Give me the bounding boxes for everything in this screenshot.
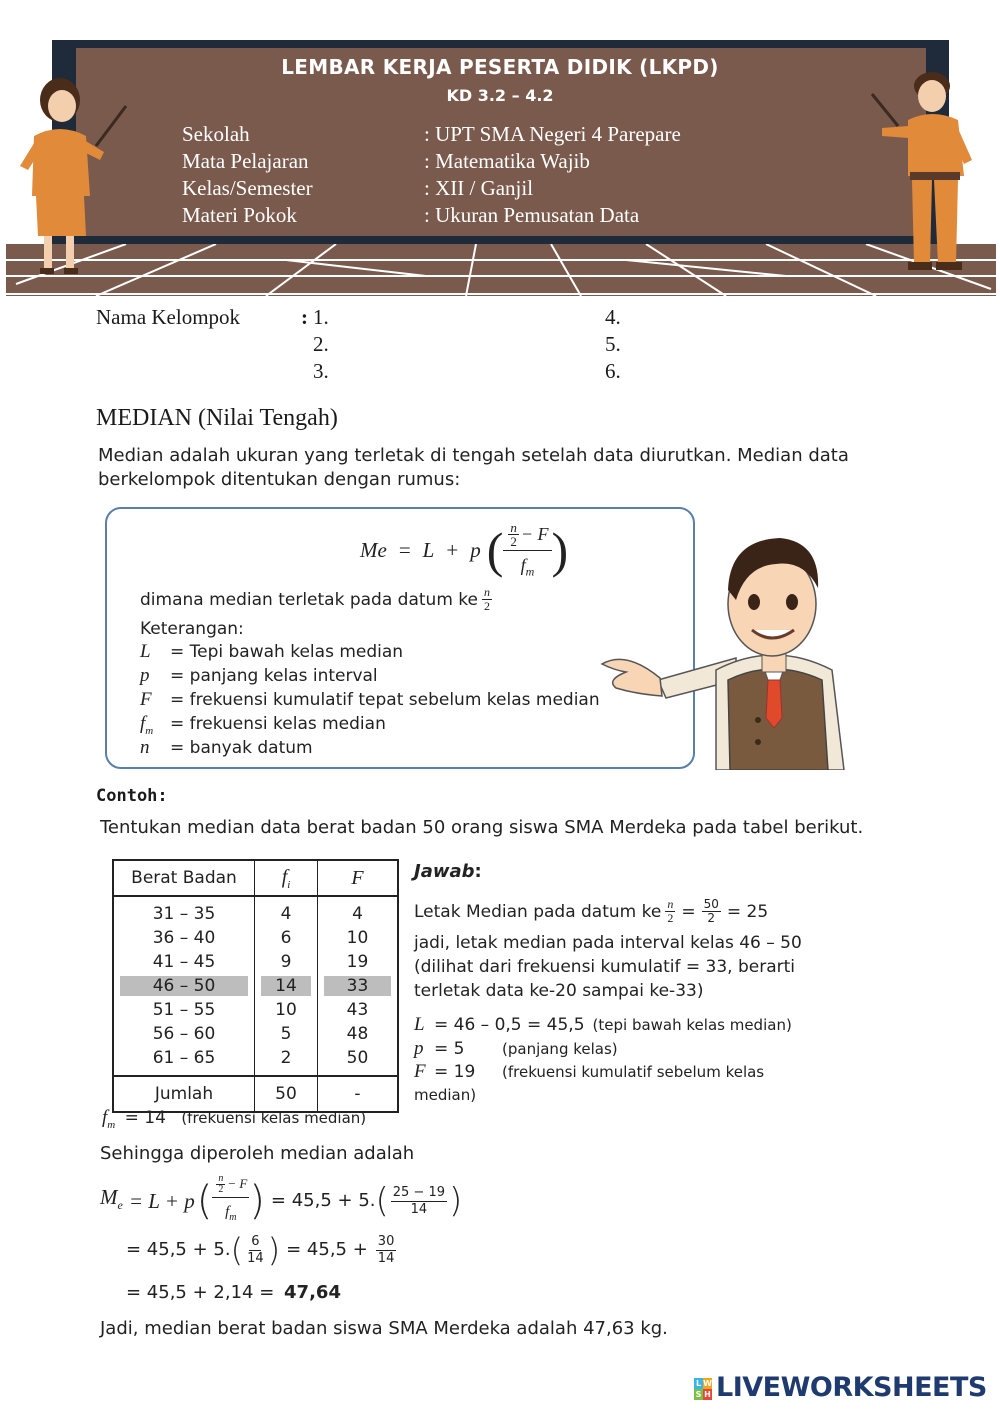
keterangan-row-F (140, 688, 600, 712)
value-p-note: (panjang kelas) (502, 1040, 618, 1058)
letak-frac-50: 50 (703, 897, 719, 911)
calc-paren-open: ( (196, 1178, 213, 1224)
jawab-colon: : (474, 861, 482, 882)
calc-result: 47,64 (284, 1282, 341, 1303)
calc-step2-paren-close: ) (267, 1231, 281, 1269)
calc-step1-paren-open: ( (375, 1181, 389, 1221)
group-member-6: 6. (605, 359, 621, 383)
header-fi (255, 860, 318, 896)
fm-line (102, 1106, 366, 1137)
cell-fi: 10 (255, 998, 318, 1022)
fm-expr: = 14 (124, 1108, 166, 1128)
keterangan-sym-F: F (140, 689, 152, 710)
keterangan-sub-fm: m (145, 724, 154, 737)
calc-step2-b: = 45,5 + (286, 1239, 368, 1260)
cell-F: 19 (346, 952, 369, 972)
keterangan-row-n (140, 736, 313, 760)
cell-fi: 6 (255, 926, 318, 950)
group-label: Nama Kelompok (96, 305, 241, 329)
info-value-school: : UPT SMA Negeri 4 Parepare (424, 122, 681, 146)
info-label-subject: Mata Pelajaran (182, 149, 309, 173)
info-value-class: : XII / Ganjil (424, 176, 534, 200)
frequency-table (112, 859, 399, 1113)
formula-p: p (470, 537, 481, 562)
calc-line-1 (100, 1172, 463, 1227)
group-member-3: 3. (313, 359, 329, 383)
cell-class: 61 – 65 (113, 1046, 255, 1070)
letak-eq1: = (681, 901, 696, 922)
cell-class: 56 – 60 (113, 1022, 255, 1046)
table-row (113, 1046, 398, 1070)
calc-line-2 (126, 1228, 398, 1272)
info-value-subject: : Matematika Wajib (424, 149, 590, 173)
keterangan-desc-L: = Tepi bawah kelas median (170, 642, 404, 662)
formula-minus-F: − F (520, 523, 549, 544)
cell-fi: 9 (255, 950, 318, 974)
cell-F-highlight: 33 (324, 976, 391, 996)
table-row (113, 926, 398, 950)
calc-den1: 14 (410, 1201, 428, 1217)
cell-F: 48 (346, 1024, 369, 1044)
worksheet-title: LEMBAR KERJA PESERTA DIDIK (LKPD) (281, 55, 719, 79)
calc-fraction (212, 1172, 249, 1230)
calc-two: 2 (218, 1183, 224, 1195)
fm-note: (frekuensi kelas median) (181, 1109, 367, 1127)
cell-fi: 2 (255, 1046, 318, 1070)
calc-step2-a: = 45,5 + 5. (126, 1239, 231, 1260)
formula-n: n (510, 519, 517, 535)
value-L-sym: L (414, 1014, 425, 1035)
calc-step2-paren-open: ( (230, 1231, 244, 1269)
keterangan-title: Keterangan: (140, 619, 244, 639)
header-fi-sub: i (287, 878, 291, 891)
value-L-expr: = 46 – 0,5 = 45,5 (434, 1015, 585, 1035)
cell-total-label: Jumlah (113, 1076, 255, 1112)
value-F-expr: = 19 (434, 1062, 476, 1082)
formula-paren-open: ( (486, 522, 504, 578)
liveworksheets-brand[interactable]: LIVEWORKSHEETS (716, 1372, 987, 1403)
keterangan-sym-p: p (140, 665, 150, 686)
calc-step1-a: = 45,5 + 5. (270, 1190, 376, 1211)
cell-class: 31 – 35 (113, 902, 255, 926)
value-p-expr: = 5 (434, 1039, 465, 1059)
calc-step1-paren-close: ) (449, 1181, 463, 1221)
calc-line-3 (126, 1281, 341, 1305)
kd-code: KD 3.2 – 4.2 (446, 86, 554, 105)
value-F-note: (frekuensi kumulatif sebelum kelas (502, 1063, 765, 1081)
cell-F: 43 (346, 1000, 369, 1020)
formula-me: Me (360, 537, 387, 562)
cell-fi-highlight: 14 (261, 976, 311, 996)
letak-frac-n: n (667, 897, 674, 911)
cell-total-fi: 50 (255, 1076, 318, 1112)
group-member-1: 1. (313, 305, 329, 329)
logo-tile-w: W (703, 1379, 712, 1388)
calc-fm: f (225, 1204, 230, 1220)
info-label-class: Kelas/Semester (182, 176, 313, 200)
value-L-line (414, 1013, 792, 1037)
calc-num1: 25 − 19 (392, 1184, 446, 1200)
letak-median-line (414, 898, 768, 925)
info-value-topic: : Ukuran Pemusatan Data (424, 203, 640, 227)
keterangan-sym-n: n (140, 737, 150, 758)
header-fi-label: f (281, 865, 288, 888)
keterangan-desc-p: = panjang kelas interval (170, 666, 378, 686)
calc-step3-a: = 45,5 + 2,14 = (126, 1282, 275, 1303)
keterangan-sym-fm: f (140, 713, 146, 734)
keterangan-row-L (140, 640, 403, 664)
letak-frac-2: 2 (667, 911, 674, 925)
keterangan-sym-L: L (140, 641, 151, 662)
contoh-question: Tentukan median data berat badan 50 orang siswa SMA Merdeka pada tabel berikut. (100, 817, 864, 838)
jawab-line-2: jadi, letak median pada interval kelas 46 – 50 (414, 933, 802, 953)
value-F-line (414, 1060, 764, 1084)
cell-fi: 4 (255, 902, 318, 926)
cell-F: 50 (346, 1048, 369, 1068)
keterangan-desc-F: = frekuensi kumulatif tepat sebelum kelas median (170, 690, 600, 710)
value-L-note: (tepi bawah kelas median) (592, 1016, 792, 1034)
calc-minus-F: − F (227, 1176, 248, 1191)
formula-L: L (422, 537, 435, 562)
letak-frac-2b: 2 (707, 911, 716, 925)
cell-total-F: - (354, 1084, 361, 1104)
datum-n: n (483, 585, 490, 599)
conclusion-text: Jadi, median berat badan siswa SMA Merdeka adalah 47,63 kg. (100, 1318, 668, 1339)
calc-eq-L-p: = L + p (128, 1189, 195, 1213)
table-row (113, 1022, 398, 1046)
median-heading: MEDIAN (Nilai Tengah) (96, 405, 338, 431)
jawab-title-text: Jawab (414, 861, 475, 882)
median-intro-line-1: Median adalah ukuran yang terletak di tengah setelah data diurutkan. Median data (98, 445, 849, 466)
cell-class: 36 – 40 (113, 926, 255, 950)
value-F-note-cont: median) (414, 1086, 477, 1104)
cell-fi: 5 (255, 1022, 318, 1046)
keterangan-desc-fm: = frekuensi kelas median (170, 714, 386, 734)
group-member-4: 4. (605, 305, 621, 329)
fm-sub: m (107, 1118, 116, 1131)
calc-num2: 6 (251, 1233, 260, 1249)
keterangan-row-p (140, 664, 378, 688)
table-row-median-class (113, 974, 398, 998)
datum-text: dimana median terletak pada datum ke (140, 589, 478, 610)
formula-paren-close: ) (551, 522, 569, 578)
jawab-line-3: (dilihat dari frekuensi kumulatif = 33, berarti (414, 957, 796, 977)
calc-fm-sub: m (229, 1212, 237, 1223)
letak-eq2: = 25 (726, 901, 769, 922)
jawab-title (414, 860, 482, 884)
contoh-label: Contoh: (96, 786, 168, 806)
logo-tile-h: H (704, 1390, 711, 1399)
table-row (113, 902, 398, 926)
table-row (113, 950, 398, 974)
value-F-sym: F (414, 1061, 426, 1082)
value-p-sym: p (414, 1038, 424, 1059)
formula-fraction (503, 521, 551, 580)
keterangan-desc-n: = banyak datum (170, 738, 313, 758)
median-intro-line-2: berkelompok ditentukan dengan rumus: (98, 469, 461, 490)
header-berat-badan: Berat Badan (113, 860, 255, 896)
logo-tile-s: S (695, 1390, 702, 1399)
calc-den3: 14 (377, 1250, 395, 1266)
group-member-2: 2. (313, 332, 329, 356)
sehingga-text: Sehingga diperoleh median adalah (100, 1143, 415, 1164)
calc-num3: 30 (377, 1233, 395, 1249)
info-label-topic: Materi Pokok (182, 203, 297, 227)
cell-class: 51 – 55 (113, 998, 255, 1022)
formula-plus: + (446, 537, 459, 562)
formula-fm: f (520, 554, 526, 575)
floor-illustration (6, 244, 996, 296)
cell-class: 41 – 45 (113, 950, 255, 974)
cell-F: 4 (352, 904, 363, 924)
liveworksheets-logo-icon (694, 1378, 712, 1400)
group-colon: : (301, 305, 308, 329)
logo-tile-l: L (695, 1379, 702, 1388)
letak-text: Letak Median pada datum ke (414, 901, 662, 922)
value-p-line (414, 1037, 618, 1061)
formula-two: 2 (510, 533, 517, 549)
calc-me: M (100, 1184, 118, 1209)
formula-fm-sub: m (525, 564, 535, 579)
datum-2: 2 (483, 599, 490, 613)
header-F: F (351, 866, 364, 889)
info-label-school: Sekolah (182, 122, 250, 146)
male-teacher-illustration (868, 64, 986, 276)
calc-paren-close: ) (249, 1178, 265, 1224)
jawab-line-4: terletak data ke-20 sampai ke-33) (414, 981, 704, 1001)
datum-line (140, 586, 494, 613)
calc-den2: 14 (247, 1250, 264, 1266)
cell-class-highlight: 46 – 50 (120, 976, 248, 996)
cell-F: 10 (346, 928, 369, 948)
formula-equals: = (398, 537, 411, 562)
group-member-5: 5. (605, 332, 621, 356)
female-teacher-illustration (14, 76, 134, 276)
student-boy-illustration (596, 530, 848, 770)
calc-me-sub: e (117, 1198, 123, 1213)
median-formula (360, 515, 568, 585)
table-row (113, 998, 398, 1022)
fm-sym: f (102, 1107, 108, 1128)
calc-n: n (218, 1172, 224, 1184)
